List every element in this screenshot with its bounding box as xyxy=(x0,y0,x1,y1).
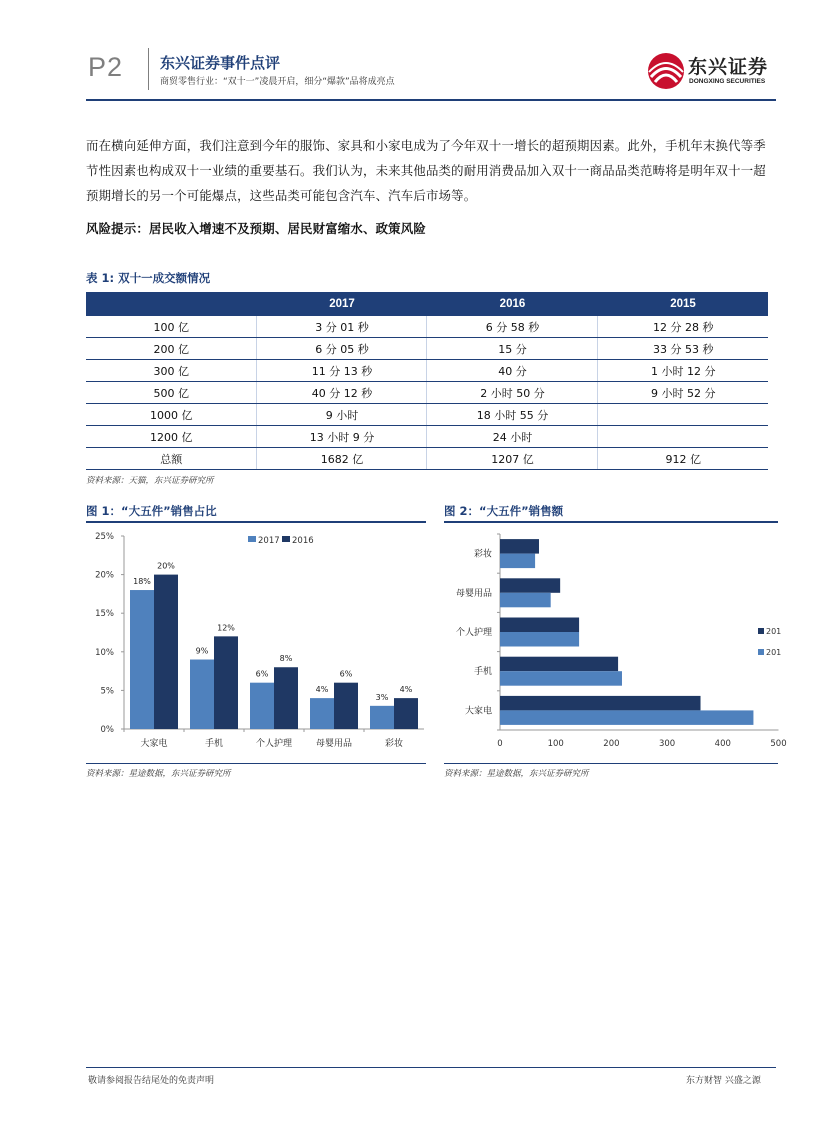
category-label: 彩妆 xyxy=(473,549,492,560)
legend-label: 2017 xyxy=(258,536,280,546)
data-label: 18% xyxy=(133,577,151,587)
data-label: 4% xyxy=(315,685,329,695)
table-cell: 9 小时 xyxy=(257,404,427,426)
data-label: 12% xyxy=(217,623,235,633)
table-cell: 2 小时 50 分 xyxy=(427,382,598,404)
table-cell: 6 分 58 秒 xyxy=(427,316,598,338)
table-cell: 9 小时 52 分 xyxy=(598,382,768,404)
bar xyxy=(500,657,618,672)
figure1-caption-rule xyxy=(86,521,426,523)
turnover-table xyxy=(86,292,768,470)
bar xyxy=(370,706,394,729)
y-tick-label: 0% xyxy=(100,725,114,735)
table-cell: 1 小时 12 分 xyxy=(598,360,768,382)
category-label: 母婴用品 xyxy=(315,739,353,749)
table-header-cell: 2016 xyxy=(427,292,598,316)
legend-swatch xyxy=(758,649,764,655)
bar xyxy=(500,593,551,608)
legend-swatch xyxy=(248,536,256,542)
table-cell: 100 亿 xyxy=(86,316,257,338)
body-paragraph: 而在横向延伸方面，我们注意到今年的服饰、家具和小家电成为了今年双十一增长的超预期因素。此外，手机年末换代等季节性因素也构成双十一业绩的重要基石。我们认为，未来其他品类的耐用消费品加入双十一商品品类范畴将是明年双十一超预期增长的另一个可能爆点，这些品类可能包含汽车、汽车后市场等。 xyxy=(86,138,766,203)
header-rule xyxy=(86,99,776,101)
data-label: 6% xyxy=(255,669,269,679)
x-tick-label: 100 xyxy=(547,739,564,749)
table-cell: 3 分 01 秒 xyxy=(257,316,427,338)
footer-disclaimer: 敬请参阅报告结尾处的免责声明 xyxy=(88,1076,215,1086)
header-divider xyxy=(148,48,149,90)
bar xyxy=(250,683,274,729)
table-cell: 1000 亿 xyxy=(86,404,257,426)
table-cell: 500 亿 xyxy=(86,382,257,404)
table-header-cell: 2017 xyxy=(257,292,427,316)
table-row xyxy=(86,316,768,338)
table-row xyxy=(86,404,768,426)
figure2-caption-rule xyxy=(444,521,778,523)
table-row xyxy=(86,360,768,382)
table-cell: 12 分 28 秒 xyxy=(598,316,768,338)
legend-label: 201 xyxy=(766,648,782,657)
table-caption: 表 1: 双十一成交额情况 xyxy=(86,271,211,285)
bar xyxy=(500,632,579,647)
category-label: 手机 xyxy=(204,739,224,749)
table-header-cell xyxy=(86,292,257,316)
x-tick-label: 0 xyxy=(497,739,503,749)
table-header-cell: 2015 xyxy=(598,292,768,316)
bar xyxy=(500,539,539,554)
table-cell: 总额 xyxy=(86,448,257,470)
logo-text: 东兴证券 xyxy=(688,56,769,78)
category-label: 大家电 xyxy=(140,739,168,749)
data-label: 3% xyxy=(375,692,389,702)
page-number: P2 xyxy=(88,52,124,82)
table-cell: 40 分 12 秒 xyxy=(257,382,427,404)
table-cell: 1207 亿 xyxy=(427,448,598,470)
legend-label: 2016 xyxy=(292,536,314,546)
table-cell: 18 小时 55 分 xyxy=(427,404,598,426)
table-header-row xyxy=(86,292,768,316)
category-label: 个人护理 xyxy=(455,628,492,638)
table-cell: 33 分 53 秒 xyxy=(598,338,768,360)
bar xyxy=(214,636,238,729)
table-row xyxy=(86,426,768,448)
table-cell: 912 亿 xyxy=(598,448,768,470)
category-label: 大家电 xyxy=(464,706,492,717)
data-label: 9% xyxy=(195,646,209,656)
figure1-source: 资料来源：星途数据，东兴证券研究所 xyxy=(86,769,231,779)
table-cell: 11 分 13 秒 xyxy=(257,360,427,382)
x-tick-label: 400 xyxy=(714,739,731,749)
legend-label: 201 xyxy=(766,627,782,636)
legend-swatch xyxy=(758,628,764,634)
bar xyxy=(394,698,418,729)
table-cell: 15 分 xyxy=(427,338,598,360)
table-cell: 6 分 05 秒 xyxy=(257,338,427,360)
table-cell: 13 小时 9 分 xyxy=(257,426,427,448)
footer-rule xyxy=(86,1067,776,1068)
chart-sales xyxy=(444,526,787,761)
report-subtitle: 商贸零售行业：“双十一”凌晨开启，细分“爆款”品将成亮点 xyxy=(160,77,395,87)
table-cell: 1682 亿 xyxy=(257,448,427,470)
bar xyxy=(500,554,535,569)
data-label: 8% xyxy=(279,654,293,664)
x-tick-label: 500 xyxy=(770,739,787,749)
y-tick-label: 25% xyxy=(95,532,114,542)
data-label: 6% xyxy=(339,669,353,679)
category-label: 彩妆 xyxy=(384,739,404,749)
x-tick-label: 200 xyxy=(603,739,620,749)
bar xyxy=(130,590,154,729)
bar xyxy=(500,710,753,725)
data-label: 4% xyxy=(399,685,413,695)
table-cell: 40 分 xyxy=(427,360,598,382)
bar xyxy=(310,698,334,729)
x-tick-label: 300 xyxy=(658,739,676,749)
bar xyxy=(500,578,560,593)
table-cell: 200 亿 xyxy=(86,338,257,360)
table-source: 资料来源：天猫，东兴证券研究所 xyxy=(86,476,214,486)
risk-notice: 风险提示：居民收入增速不及预期、居民财富缩水、政策风险 xyxy=(86,221,426,236)
table-cell: 300 亿 xyxy=(86,360,257,382)
report-type: 东兴证券事件点评 xyxy=(160,54,281,72)
y-tick-label: 15% xyxy=(95,609,114,620)
category-label: 个人护理 xyxy=(255,739,293,749)
footer-slogan: 东方财智 兴盛之源 xyxy=(686,1076,761,1086)
y-tick-label: 20% xyxy=(95,570,114,581)
table-row xyxy=(86,448,768,470)
figure1-bottom-rule xyxy=(86,763,426,764)
figure2-caption: 图 2：“大五件”销售额 xyxy=(444,504,564,518)
figure2-bottom-rule xyxy=(444,763,778,764)
table-cell: 1200 亿 xyxy=(86,426,257,448)
y-tick-label: 10% xyxy=(95,647,114,658)
bar xyxy=(500,618,579,633)
bar xyxy=(500,696,701,711)
bar xyxy=(190,660,214,729)
bar xyxy=(154,575,178,729)
table-row xyxy=(86,382,768,404)
data-label: 20% xyxy=(157,561,175,571)
figure2-source: 资料来源：星途数据，东兴证券研究所 xyxy=(444,769,589,779)
bar xyxy=(334,683,358,729)
table-cell xyxy=(598,404,768,426)
table-cell: 24 小时 xyxy=(427,426,598,448)
bar xyxy=(500,671,622,686)
bar xyxy=(274,667,298,729)
figure1-caption: 图 1：“大五件”销售占比 xyxy=(86,504,217,518)
category-label: 手机 xyxy=(473,667,492,678)
y-tick-label: 5% xyxy=(100,686,114,697)
table-row xyxy=(86,338,768,360)
category-label: 母婴用品 xyxy=(455,588,492,599)
table-cell xyxy=(598,426,768,448)
legend-swatch xyxy=(282,536,290,542)
chart-share xyxy=(86,526,426,761)
logo-english-text: DONGXING SECURITIES xyxy=(689,78,766,85)
